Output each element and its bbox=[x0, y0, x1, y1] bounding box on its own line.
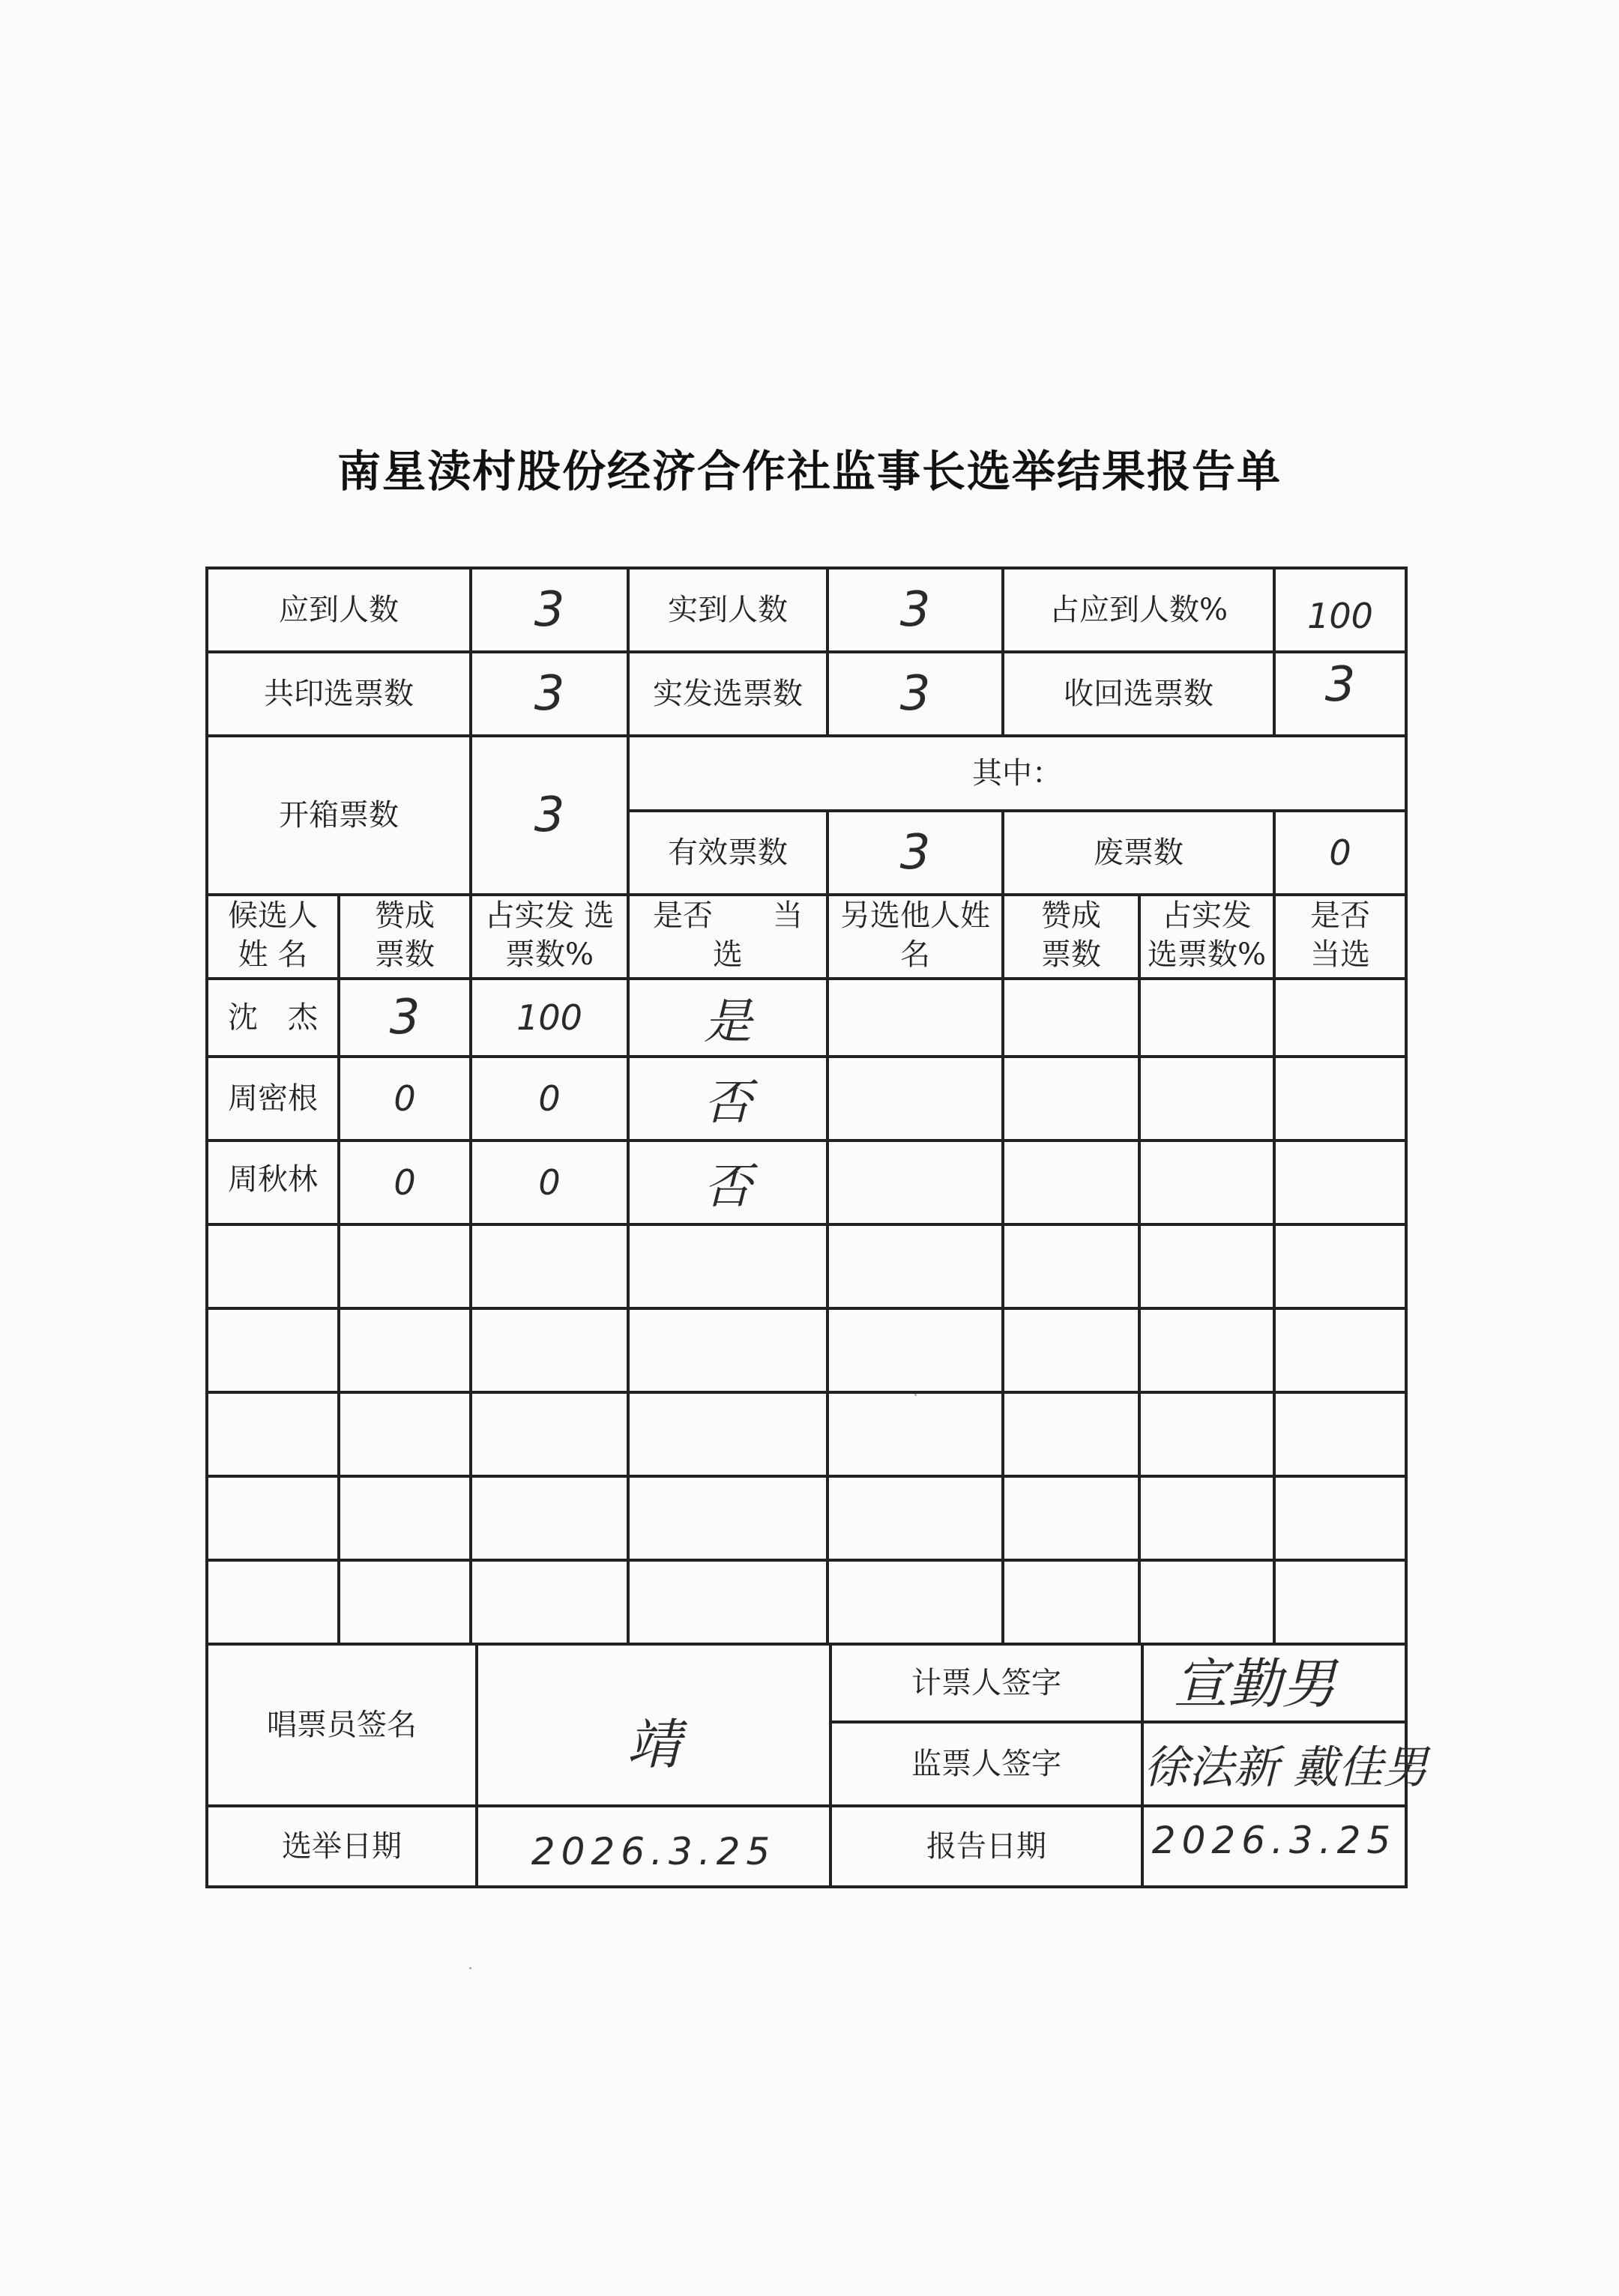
valid-ballots-label: 有效票数 bbox=[668, 836, 788, 870]
header-elected: 是否 当 选 bbox=[653, 898, 803, 972]
candidate-vote-percent: 0 bbox=[538, 1078, 561, 1119]
candidate-name: 周密根 bbox=[228, 1081, 318, 1116]
opened-ballots-label: 开箱票数 bbox=[279, 798, 399, 833]
issued-ballots-label: 实发选票数 bbox=[653, 677, 803, 711]
counter-signature-label: 计票人签字 bbox=[911, 1666, 1061, 1700]
scan-speck bbox=[469, 1967, 471, 1969]
counter-signature: 宣勤男 bbox=[1174, 1652, 1336, 1715]
border-bottom bbox=[205, 1885, 1408, 1888]
header-other-votes-for: 赞成 票数 bbox=[1041, 898, 1101, 972]
candidate-name: 沈 杰 bbox=[228, 1000, 318, 1035]
expected-attendance-value: 3 bbox=[534, 582, 565, 638]
opened-ballots-value: 3 bbox=[534, 788, 565, 843]
header-vote-percent: 占实发 选 票数% bbox=[484, 898, 615, 972]
candidate-elected: 否 bbox=[704, 1075, 752, 1131]
caller-signature: 靖 bbox=[626, 1713, 681, 1776]
election-date-label: 选举日期 bbox=[282, 1829, 402, 1864]
expected-attendance-label: 应到人数 bbox=[279, 593, 399, 627]
printed-ballots-label: 共印选票数 bbox=[264, 677, 414, 711]
header-other-vote-percent: 占实发 选票数% bbox=[1147, 898, 1266, 972]
election-result-form bbox=[205, 567, 1429, 1888]
candidate-votes: 3 bbox=[389, 990, 420, 1045]
valid-ballots-value: 3 bbox=[899, 825, 931, 880]
scan-speck bbox=[914, 1394, 917, 1396]
election-date: 2026.3.25 bbox=[531, 1830, 777, 1873]
rule bbox=[205, 1475, 1408, 1478]
candidate-name: 周秋林 bbox=[228, 1162, 318, 1197]
header-candidate-name: 候选人 姓 名 bbox=[228, 898, 318, 972]
candidate-vote-percent: 100 bbox=[516, 997, 582, 1038]
candidate-vote-percent: 0 bbox=[538, 1162, 561, 1203]
report-date-label: 报告日期 bbox=[926, 1829, 1046, 1864]
page-title: 南星渎村股份经济合作社监事长选举结果报告单 bbox=[337, 446, 1282, 497]
rule bbox=[205, 1223, 1408, 1226]
header-votes-for: 赞成 票数 bbox=[375, 898, 435, 972]
rule bbox=[1138, 893, 1141, 1643]
actual-attendance-label: 实到人数 bbox=[668, 593, 788, 627]
invalid-ballots-label: 废票数 bbox=[1094, 836, 1184, 870]
header-other-elected: 是否 当选 bbox=[1310, 898, 1370, 972]
monitor-signature-label: 监票人签字 bbox=[911, 1747, 1061, 1781]
attendance-percent-label: 占应到人数% bbox=[1049, 593, 1228, 627]
issued-ballots-value: 3 bbox=[899, 666, 931, 722]
printed-ballots-value: 3 bbox=[534, 666, 565, 722]
rule bbox=[205, 1391, 1408, 1394]
caller-signature-label: 唱票员签名 bbox=[267, 1708, 417, 1742]
candidate-elected: 是 bbox=[704, 994, 752, 1050]
rule bbox=[205, 1559, 1408, 1562]
attendance-percent-value: 100 bbox=[1307, 596, 1373, 636]
invalid-ballots-value: 0 bbox=[1329, 833, 1351, 873]
header-other-candidate-name: 另选他人姓 名 bbox=[840, 898, 990, 972]
rule bbox=[205, 1307, 1408, 1310]
monitor-signature: 徐法新 戴佳男 bbox=[1144, 1741, 1429, 1794]
of-which-label: 其中： bbox=[972, 756, 1062, 791]
candidate-elected: 否 bbox=[704, 1159, 752, 1215]
border-right bbox=[1405, 567, 1408, 1888]
actual-attendance-value: 3 bbox=[899, 582, 931, 638]
returned-ballots-label: 收回选票数 bbox=[1064, 677, 1214, 711]
report-date: 2026.3.25 bbox=[1151, 1819, 1397, 1862]
candidate-votes: 0 bbox=[394, 1078, 416, 1119]
returned-ballots-value: 3 bbox=[1324, 657, 1356, 713]
candidate-votes: 0 bbox=[394, 1162, 416, 1203]
